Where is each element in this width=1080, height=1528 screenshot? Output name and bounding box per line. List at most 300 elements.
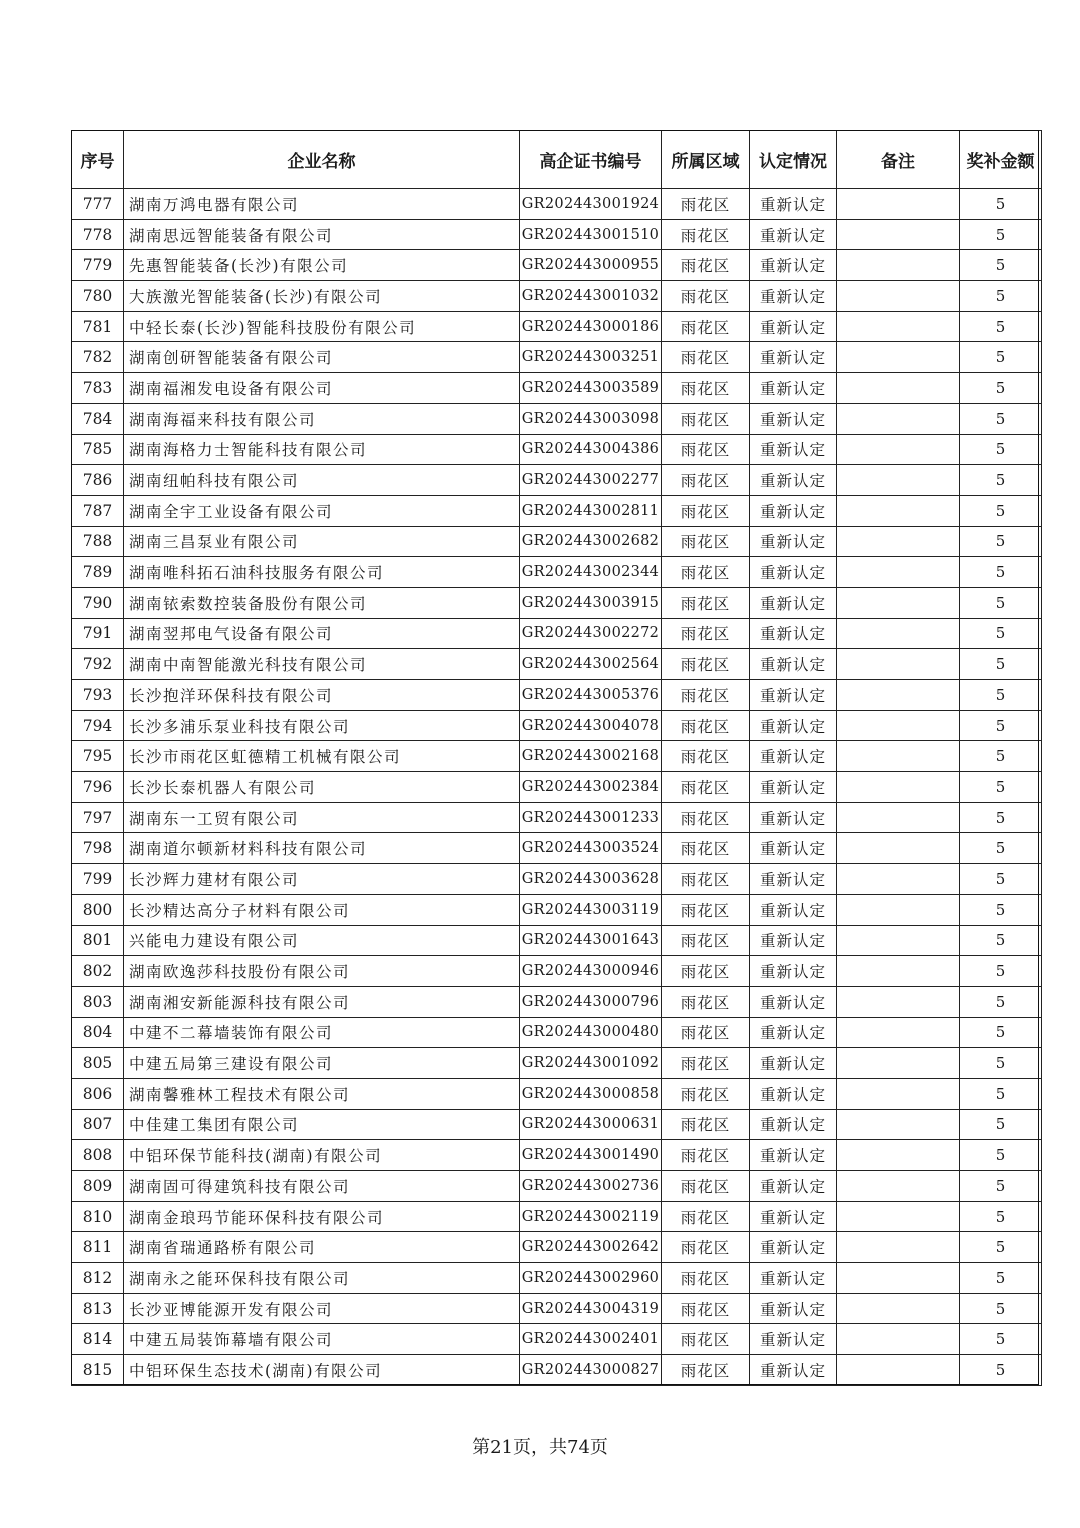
- cell-region: 雨花区: [662, 1293, 750, 1324]
- cell-cert-number: GR202443000631: [520, 1109, 662, 1140]
- cell-note: [837, 1140, 960, 1171]
- table-row: [72, 403, 1042, 434]
- table-row: [72, 1293, 1042, 1324]
- cell-company-name: 湖南思远智能装备有限公司: [124, 219, 520, 250]
- cell-seq: 804: [72, 1017, 124, 1048]
- cell-note: [837, 587, 960, 618]
- cell-seq: 782: [72, 342, 124, 373]
- cell-seq: 800: [72, 894, 124, 925]
- cell-company-name: 中建不二幕墙装饰有限公司: [124, 1017, 520, 1048]
- cell-amount: 5: [960, 373, 1042, 404]
- table-row: [72, 250, 1042, 281]
- cell-company-name: 湖南海福来科技有限公司: [124, 403, 520, 434]
- cell-status: 重新认定: [750, 833, 837, 864]
- cell-company-name: 湖南三昌泵业有限公司: [124, 526, 520, 557]
- cell-seq: 813: [72, 1293, 124, 1324]
- cell-seq: 798: [72, 833, 124, 864]
- cell-amount: 5: [960, 1201, 1042, 1232]
- cell-status: 重新认定: [750, 403, 837, 434]
- table-row: [72, 618, 1042, 649]
- cell-note: [837, 250, 960, 281]
- cell-status: 重新认定: [750, 1201, 837, 1232]
- cell-company-name: 大族激光智能装备(长沙)有限公司: [124, 281, 520, 312]
- cell-note: [837, 281, 960, 312]
- cell-note: [837, 894, 960, 925]
- cell-note: [837, 403, 960, 434]
- cell-note: [837, 495, 960, 526]
- cell-company-name: 湖南东一工贸有限公司: [124, 802, 520, 833]
- cell-region: 雨花区: [662, 1355, 750, 1386]
- cell-status: 重新认定: [750, 342, 837, 373]
- cell-seq: 779: [72, 250, 124, 281]
- cell-region: 雨花区: [662, 1078, 750, 1109]
- cell-company-name: 长沙市雨花区虹德精工机械有限公司: [124, 741, 520, 772]
- cell-company-name: 中佳建工集团有限公司: [124, 1109, 520, 1140]
- cell-company-name: 湖南创研智能装备有限公司: [124, 342, 520, 373]
- cell-note: [837, 1232, 960, 1263]
- cell-cert-number: GR202443003915: [520, 587, 662, 618]
- cell-status: 重新认定: [750, 189, 837, 220]
- table-row: [72, 373, 1042, 404]
- cell-company-name: 湖南湘安新能源科技有限公司: [124, 986, 520, 1017]
- cell-seq: 794: [72, 710, 124, 741]
- table-row: [72, 833, 1042, 864]
- cell-cert-number: GR202443000796: [520, 986, 662, 1017]
- cell-status: 重新认定: [750, 281, 837, 312]
- cell-company-name: 中建五局装饰幕墙有限公司: [124, 1324, 520, 1355]
- table-row: [72, 1324, 1042, 1355]
- cell-cert-number: GR202443002344: [520, 557, 662, 588]
- cell-note: [837, 680, 960, 711]
- cell-seq: 802: [72, 956, 124, 987]
- cell-note: [837, 802, 960, 833]
- cell-status: 重新认定: [750, 680, 837, 711]
- cell-seq: 809: [72, 1171, 124, 1202]
- cell-region: 雨花区: [662, 618, 750, 649]
- cell-company-name: 湖南省瑞通路桥有限公司: [124, 1232, 520, 1263]
- cell-status: 重新认定: [750, 1109, 837, 1140]
- cell-region: 雨花区: [662, 741, 750, 772]
- table-row: [72, 281, 1042, 312]
- cell-amount: 5: [960, 772, 1042, 803]
- cell-cert-number: GR202443003251: [520, 342, 662, 373]
- cell-region: 雨花区: [662, 495, 750, 526]
- cell-cert-number: GR202443002642: [520, 1232, 662, 1263]
- table-row: [72, 680, 1042, 711]
- cell-region: 雨花区: [662, 1232, 750, 1263]
- cell-status: 重新认定: [750, 802, 837, 833]
- cell-status: 重新认定: [750, 710, 837, 741]
- table-row: [72, 311, 1042, 342]
- cell-status: 重新认定: [750, 1048, 837, 1079]
- cell-note: [837, 342, 960, 373]
- cell-note: [837, 373, 960, 404]
- cell-seq: 795: [72, 741, 124, 772]
- cell-status: 重新认定: [750, 1324, 837, 1355]
- table-row: [72, 219, 1042, 250]
- cell-company-name: 长沙抱洋环保科技有限公司: [124, 680, 520, 711]
- cell-company-name: 湖南唯科拓石油科技服务有限公司: [124, 557, 520, 588]
- header-amount: 奖补金额: [960, 131, 1042, 189]
- cell-company-name: 湖南铱索数控装备股份有限公司: [124, 587, 520, 618]
- cell-amount: 5: [960, 281, 1042, 312]
- table-row: [72, 710, 1042, 741]
- cell-status: 重新认定: [750, 986, 837, 1017]
- cell-seq: 799: [72, 864, 124, 895]
- cell-company-name: 先惠智能装备(长沙)有限公司: [124, 250, 520, 281]
- cell-cert-number: GR202443000858: [520, 1078, 662, 1109]
- table-row: [72, 1017, 1042, 1048]
- cell-amount: 5: [960, 649, 1042, 680]
- cell-region: 雨花区: [662, 802, 750, 833]
- cell-status: 重新认定: [750, 465, 837, 496]
- cell-amount: 5: [960, 1263, 1042, 1294]
- cell-cert-number: GR202443001643: [520, 925, 662, 956]
- cell-amount: 5: [960, 1078, 1042, 1109]
- cell-note: [837, 772, 960, 803]
- cell-company-name: 长沙多浦乐泵业科技有限公司: [124, 710, 520, 741]
- table-row: [72, 649, 1042, 680]
- cell-cert-number: GR202443005376: [520, 680, 662, 711]
- cell-note: [837, 1355, 960, 1386]
- cell-cert-number: GR202443003524: [520, 833, 662, 864]
- table-row: [72, 1140, 1042, 1171]
- cell-company-name: 湖南金琅玛节能环保科技有限公司: [124, 1201, 520, 1232]
- cell-cert-number: GR202443003119: [520, 894, 662, 925]
- table-row: [72, 465, 1042, 496]
- cell-cert-number: GR202443004078: [520, 710, 662, 741]
- cell-company-name: 湖南全宇工业设备有限公司: [124, 495, 520, 526]
- cell-region: 雨花区: [662, 373, 750, 404]
- cell-amount: 5: [960, 1048, 1042, 1079]
- enterprise-table: [71, 130, 1042, 1386]
- cell-region: 雨花区: [662, 526, 750, 557]
- cell-cert-number: GR202443002384: [520, 772, 662, 803]
- cell-note: [837, 618, 960, 649]
- cell-region: 雨花区: [662, 1171, 750, 1202]
- cell-company-name: 湖南海格力士智能科技有限公司: [124, 434, 520, 465]
- cell-amount: 5: [960, 986, 1042, 1017]
- cell-note: [837, 986, 960, 1017]
- cell-cert-number: GR202443004319: [520, 1293, 662, 1324]
- cell-seq: 783: [72, 373, 124, 404]
- cell-note: [837, 219, 960, 250]
- cell-region: 雨花区: [662, 925, 750, 956]
- cell-status: 重新认定: [750, 434, 837, 465]
- header-note: 备注: [837, 131, 960, 189]
- cell-note: [837, 925, 960, 956]
- cell-company-name: 中铝环保节能科技(湖南)有限公司: [124, 1140, 520, 1171]
- cell-seq: 806: [72, 1078, 124, 1109]
- cell-amount: 5: [960, 526, 1042, 557]
- table-row: [72, 557, 1042, 588]
- cell-amount: 5: [960, 680, 1042, 711]
- cell-cert-number: GR202443000480: [520, 1017, 662, 1048]
- header-company-name: 企业名称: [124, 131, 520, 189]
- table-row: [72, 925, 1042, 956]
- cell-company-name: 湖南福湘发电设备有限公司: [124, 373, 520, 404]
- cell-note: [837, 189, 960, 220]
- cell-status: 重新认定: [750, 526, 837, 557]
- cell-status: 重新认定: [750, 1017, 837, 1048]
- cell-amount: 5: [960, 465, 1042, 496]
- cell-region: 雨花区: [662, 1201, 750, 1232]
- cell-company-name: 湖南馨雅林工程技术有限公司: [124, 1078, 520, 1109]
- cell-region: 雨花区: [662, 1048, 750, 1079]
- table-row: [72, 1171, 1042, 1202]
- cell-company-name: 湖南翌邦电气设备有限公司: [124, 618, 520, 649]
- cell-region: 雨花区: [662, 710, 750, 741]
- cell-status: 重新认定: [750, 250, 837, 281]
- cell-amount: 5: [960, 925, 1042, 956]
- table-row: [72, 1263, 1042, 1294]
- table-row: [72, 1048, 1042, 1079]
- cell-cert-number: GR202443000186: [520, 311, 662, 342]
- cell-seq: 781: [72, 311, 124, 342]
- cell-seq: 791: [72, 618, 124, 649]
- cell-company-name: 湖南固可得建筑科技有限公司: [124, 1171, 520, 1202]
- cell-region: 雨花区: [662, 680, 750, 711]
- cell-company-name: 中轻长泰(长沙)智能科技股份有限公司: [124, 311, 520, 342]
- table-row: [72, 342, 1042, 373]
- table-row: [72, 1078, 1042, 1109]
- cell-amount: 5: [960, 557, 1042, 588]
- cell-cert-number: GR202443002401: [520, 1324, 662, 1355]
- cell-region: 雨花区: [662, 281, 750, 312]
- cell-amount: 5: [960, 342, 1042, 373]
- cell-note: [837, 710, 960, 741]
- cell-status: 重新认定: [750, 587, 837, 618]
- table-row: [72, 986, 1042, 1017]
- cell-status: 重新认定: [750, 772, 837, 803]
- cell-amount: 5: [960, 1232, 1042, 1263]
- table-row: [72, 1109, 1042, 1140]
- cell-status: 重新认定: [750, 649, 837, 680]
- cell-company-name: 长沙亚博能源开发有限公司: [124, 1293, 520, 1324]
- cell-amount: 5: [960, 710, 1042, 741]
- cell-region: 雨花区: [662, 833, 750, 864]
- cell-status: 重新认定: [750, 1140, 837, 1171]
- cell-note: [837, 1171, 960, 1202]
- cell-amount: 5: [960, 587, 1042, 618]
- cell-note: [837, 465, 960, 496]
- table-row: [72, 741, 1042, 772]
- cell-note: [837, 1263, 960, 1294]
- cell-seq: 785: [72, 434, 124, 465]
- cell-status: 重新认定: [750, 1171, 837, 1202]
- cell-cert-number: GR202443001233: [520, 802, 662, 833]
- cell-status: 重新认定: [750, 925, 837, 956]
- cell-amount: 5: [960, 250, 1042, 281]
- cell-seq: 803: [72, 986, 124, 1017]
- cell-amount: 5: [960, 802, 1042, 833]
- cell-status: 重新认定: [750, 373, 837, 404]
- cell-amount: 5: [960, 1355, 1042, 1386]
- cell-amount: 5: [960, 1109, 1042, 1140]
- cell-note: [837, 649, 960, 680]
- cell-note: [837, 1293, 960, 1324]
- cell-status: 重新认定: [750, 864, 837, 895]
- cell-note: [837, 434, 960, 465]
- cell-amount: 5: [960, 403, 1042, 434]
- cell-status: 重新认定: [750, 1263, 837, 1294]
- header-cert-number: 高企证书编号: [520, 131, 662, 189]
- cell-region: 雨花区: [662, 894, 750, 925]
- table-body: [72, 189, 1042, 1386]
- cell-seq: 786: [72, 465, 124, 496]
- cell-company-name: 中铝环保生态技术(湖南)有限公司: [124, 1355, 520, 1386]
- cell-seq: 793: [72, 680, 124, 711]
- cell-amount: 5: [960, 219, 1042, 250]
- cell-note: [837, 833, 960, 864]
- cell-cert-number: GR202443002960: [520, 1263, 662, 1294]
- cell-seq: 810: [72, 1201, 124, 1232]
- table-row: [72, 587, 1042, 618]
- table-header-row: [72, 131, 1042, 189]
- cell-company-name: 湖南万鸿电器有限公司: [124, 189, 520, 220]
- cell-note: [837, 1048, 960, 1079]
- cell-status: 重新认定: [750, 557, 837, 588]
- table-row: [72, 772, 1042, 803]
- cell-amount: 5: [960, 495, 1042, 526]
- cell-note: [837, 864, 960, 895]
- cell-seq: 788: [72, 526, 124, 557]
- cell-status: 重新认定: [750, 894, 837, 925]
- cell-region: 雨花区: [662, 864, 750, 895]
- cell-seq: 796: [72, 772, 124, 803]
- cell-cert-number: GR202443002168: [520, 741, 662, 772]
- cell-seq: 811: [72, 1232, 124, 1263]
- cell-company-name: 兴能电力建设有限公司: [124, 925, 520, 956]
- cell-note: [837, 311, 960, 342]
- cell-company-name: 湖南永之能环保科技有限公司: [124, 1263, 520, 1294]
- cell-cert-number: GR202443000827: [520, 1355, 662, 1386]
- cell-status: 重新认定: [750, 1355, 837, 1386]
- cell-cert-number: GR202443003589: [520, 373, 662, 404]
- cell-region: 雨花区: [662, 219, 750, 250]
- cell-cert-number: GR202443002277: [520, 465, 662, 496]
- table-row: [72, 1201, 1042, 1232]
- cell-amount: 5: [960, 618, 1042, 649]
- cell-cert-number: GR202443002119: [520, 1201, 662, 1232]
- cell-amount: 5: [960, 1017, 1042, 1048]
- cell-status: 重新认定: [750, 741, 837, 772]
- cell-seq: 812: [72, 1263, 124, 1294]
- cell-status: 重新认定: [750, 1293, 837, 1324]
- cell-status: 重新认定: [750, 311, 837, 342]
- cell-cert-number: GR202443000955: [520, 250, 662, 281]
- cell-note: [837, 557, 960, 588]
- header-status: 认定情况: [750, 131, 837, 189]
- cell-amount: 5: [960, 833, 1042, 864]
- cell-region: 雨花区: [662, 1263, 750, 1294]
- table-row: [72, 1232, 1042, 1263]
- cell-cert-number: GR202443002736: [520, 1171, 662, 1202]
- cell-amount: 5: [960, 189, 1042, 220]
- cell-region: 雨花区: [662, 1324, 750, 1355]
- cell-region: 雨花区: [662, 189, 750, 220]
- cell-seq: 787: [72, 495, 124, 526]
- cell-company-name: 中建五局第三建设有限公司: [124, 1048, 520, 1079]
- cell-seq: 814: [72, 1324, 124, 1355]
- cell-company-name: 湖南纽帕科技有限公司: [124, 465, 520, 496]
- cell-cert-number: GR202443003628: [520, 864, 662, 895]
- table-row: [72, 189, 1042, 220]
- cell-region: 雨花区: [662, 557, 750, 588]
- cell-region: 雨花区: [662, 434, 750, 465]
- table-row: [72, 1355, 1042, 1386]
- cell-seq: 807: [72, 1109, 124, 1140]
- cell-cert-number: GR202443003098: [520, 403, 662, 434]
- cell-amount: 5: [960, 1293, 1042, 1324]
- cell-region: 雨花区: [662, 250, 750, 281]
- cell-region: 雨花区: [662, 772, 750, 803]
- cell-status: 重新认定: [750, 1232, 837, 1263]
- table-row: [72, 802, 1042, 833]
- cell-region: 雨花区: [662, 986, 750, 1017]
- cell-amount: 5: [960, 434, 1042, 465]
- cell-seq: 792: [72, 649, 124, 680]
- table-row: [72, 956, 1042, 987]
- cell-note: [837, 1324, 960, 1355]
- cell-status: 重新认定: [750, 618, 837, 649]
- cell-cert-number: GR202443002564: [520, 649, 662, 680]
- cell-region: 雨花区: [662, 649, 750, 680]
- cell-note: [837, 1109, 960, 1140]
- cell-cert-number: GR202443004386: [520, 434, 662, 465]
- table-row: [72, 434, 1042, 465]
- cell-note: [837, 956, 960, 987]
- cell-region: 雨花区: [662, 587, 750, 618]
- cell-seq: 797: [72, 802, 124, 833]
- cell-region: 雨花区: [662, 1017, 750, 1048]
- cell-cert-number: GR202443000946: [520, 956, 662, 987]
- cell-region: 雨花区: [662, 311, 750, 342]
- cell-seq: 801: [72, 925, 124, 956]
- cell-region: 雨花区: [662, 956, 750, 987]
- cell-company-name: 长沙辉力建材有限公司: [124, 864, 520, 895]
- cell-seq: 789: [72, 557, 124, 588]
- cell-seq: 808: [72, 1140, 124, 1171]
- cell-region: 雨花区: [662, 465, 750, 496]
- table-row: [72, 864, 1042, 895]
- cell-cert-number: GR202443002682: [520, 526, 662, 557]
- cell-company-name: 长沙长泰机器人有限公司: [124, 772, 520, 803]
- cell-region: 雨花区: [662, 342, 750, 373]
- table-row: [72, 495, 1042, 526]
- cell-company-name: 湖南中南智能激光科技有限公司: [124, 649, 520, 680]
- cell-cert-number: GR202443001490: [520, 1140, 662, 1171]
- cell-amount: 5: [960, 741, 1042, 772]
- cell-company-name: 湖南欧逸莎科技股份有限公司: [124, 956, 520, 987]
- cell-note: [837, 1201, 960, 1232]
- cell-seq: 777: [72, 189, 124, 220]
- cell-note: [837, 741, 960, 772]
- cell-seq: 780: [72, 281, 124, 312]
- table-row: [72, 526, 1042, 557]
- page-number: 第21页，共74页: [472, 1437, 608, 1458]
- cell-cert-number: GR202443001924: [520, 189, 662, 220]
- cell-status: 重新认定: [750, 956, 837, 987]
- cell-amount: 5: [960, 956, 1042, 987]
- table-row: [72, 894, 1042, 925]
- cell-cert-number: GR202443001092: [520, 1048, 662, 1079]
- cell-cert-number: GR202443002272: [520, 618, 662, 649]
- cell-region: 雨花区: [662, 403, 750, 434]
- cell-amount: 5: [960, 1171, 1042, 1202]
- cell-seq: 815: [72, 1355, 124, 1386]
- header-seq: 序号: [72, 131, 124, 189]
